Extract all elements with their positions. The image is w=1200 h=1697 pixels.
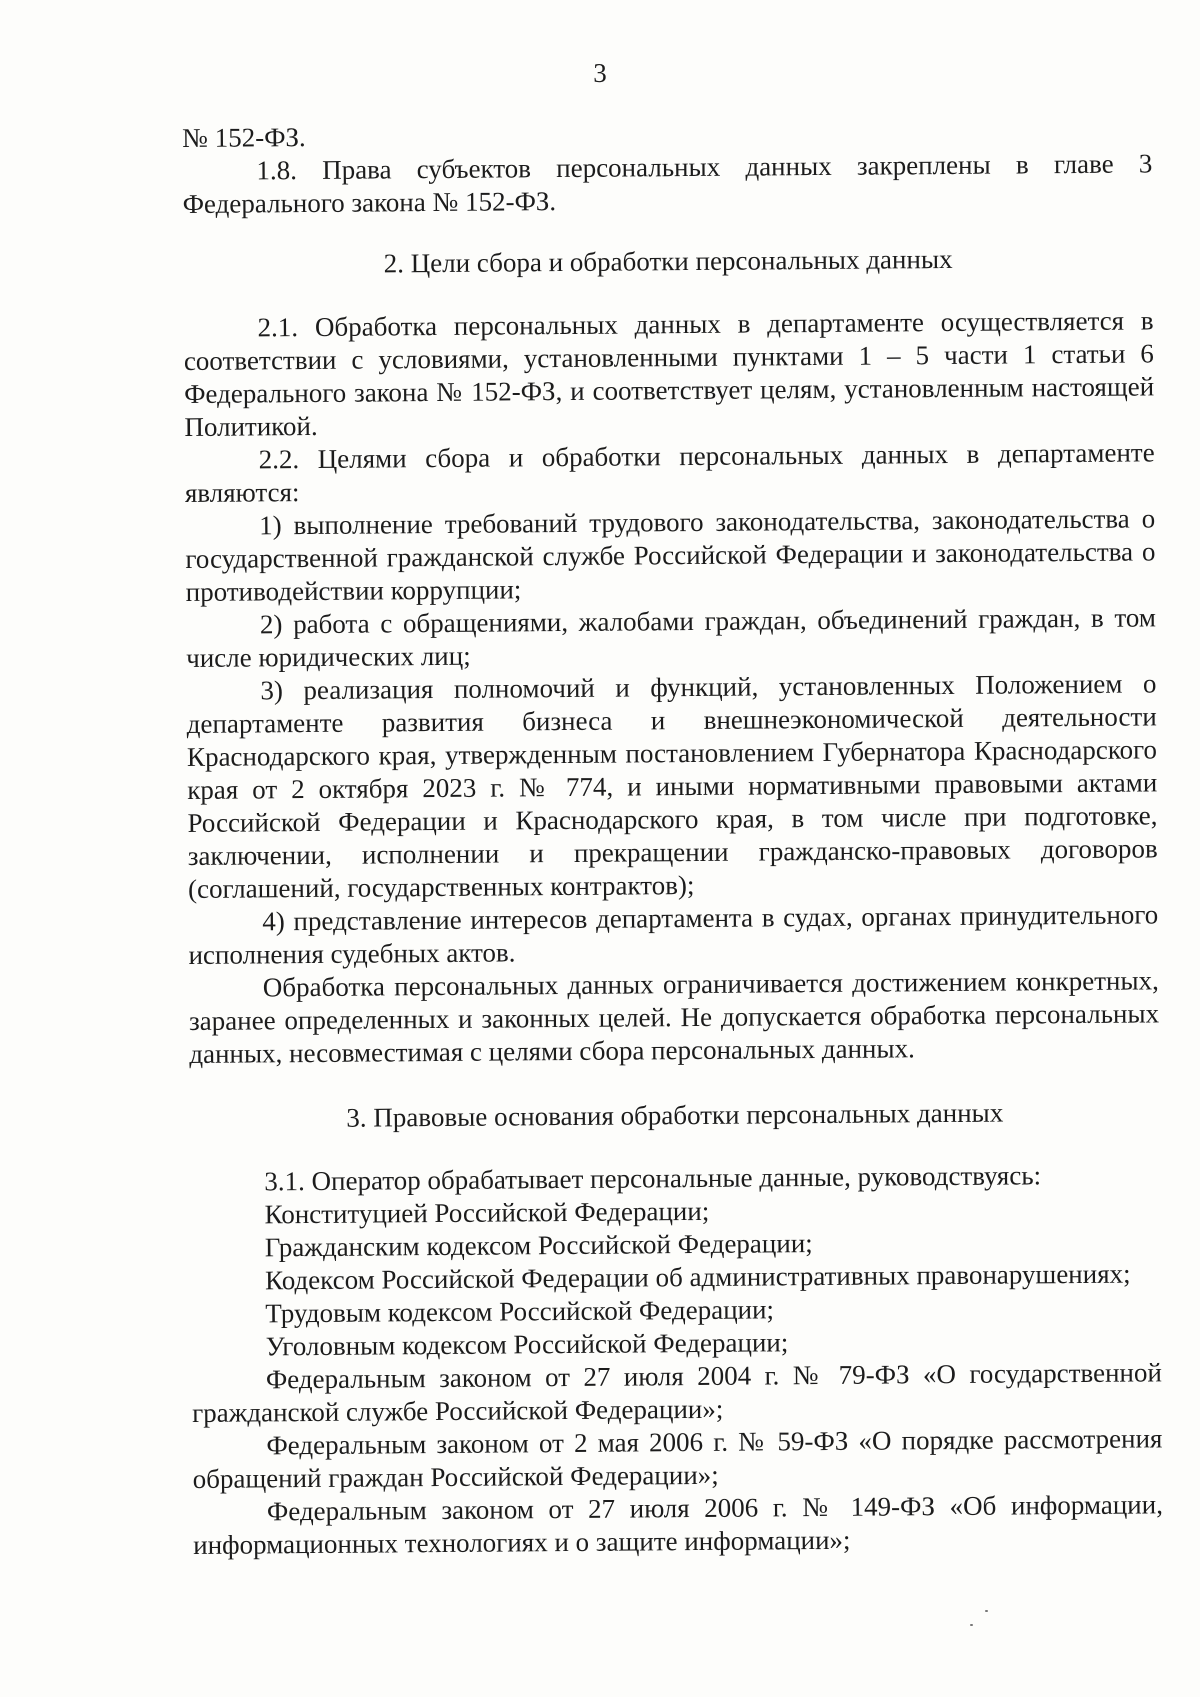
document-body xyxy=(182,114,1163,1562)
list-item-2: 2) работа с обращениями, жалобами граждан, объединений граждан, в том числе юридических лиц; xyxy=(186,602,1157,673)
legal-basis-item: Федеральным законом от 27 июля 2004 г. № 79-ФЗ «О государственной гражданской службе Российской Федерации»; xyxy=(192,1357,1162,1428)
scan-speck xyxy=(985,1610,988,1612)
section-heading-2: 2. Цели сбора и обработки персональных данных xyxy=(383,243,953,279)
paragraph-2-1: 2.1. Обработка персональных данных в департаменте осуществляется в соответствии с условиями, установленными пунктами 1 – 5 части 1 статьи 6 Федерального закона № 152-ФЗ, и соответствует целям, установленным настоящей Политикой. xyxy=(183,305,1155,442)
paragraph-2-2: 2.2. Целями сбора и обработки персональных данных в департаменте являются: xyxy=(184,437,1155,508)
paragraph-1-8: 1.8. Права субъектов персональных данных закреплены в главе 3 Федерального закона № 152-ФЗ. xyxy=(182,148,1153,219)
list-item-1: 1) выполнение требований трудового законодательства, законодательства о государственной гражданской службе Российской Федерации и законодательства о противодействии коррупции; xyxy=(185,503,1156,607)
list-item-4: 4) представление интересов департамента в судах, органах принудительного исполнения судебных актов. xyxy=(188,899,1159,970)
legal-basis-item: Конституцией Российской Федерации; xyxy=(264,1195,710,1230)
legal-basis-item: Федеральным законом от 27 июля 2006 г. № 149-ФЗ «Об информации, информационных технологиях и о защите информации»; xyxy=(193,1489,1164,1560)
section-heading-3: 3. Правовые основания обработки персональных данных xyxy=(346,1097,1004,1133)
paragraph-3-1: 3.1. Оператор обрабатывает персональные данные, руководствуясь: xyxy=(264,1160,1042,1197)
legal-basis-item: Гражданским кодексом Российской Федерации; xyxy=(264,1228,813,1263)
page-number: 3 xyxy=(593,58,607,88)
legal-basis-item: Трудовым кодексом Российской Федерации; xyxy=(265,1294,775,1329)
list-item-3: 3) реализация полномочий и функций, установленных Положением о департаменте развития бизнеса и внешнеэкономической деятельности Краснодарского края, утвержденным постановлением Губернатора Краснодарского края от 2 октября 2023 г. № 774, и иными нормативными правовыми актами Российской Федерации и Краснодарского края, в том числе при подготовке, заключении, исполнении и прекращении гражданско-правовых договоров (соглашений, государственных контрактов); xyxy=(186,668,1158,904)
paragraph-limitation: Обработка персональных данных ограничивается достижением конкретных, заранее определенных и законных целей. Не допускается обработка персональных данных, несовместимая с целями сбора персональных данных. xyxy=(188,965,1160,1069)
legal-basis-item: Кодексом Российской Федерации об административных правонарушениях; xyxy=(264,1258,1131,1296)
paragraph-continuation: № 152-ФЗ. xyxy=(182,122,306,153)
legal-basis-item: Федеральным законом от 2 мая 2006 г. № 59-ФЗ «О порядке рассмотрения обращений граждан Российской Федерации»; xyxy=(192,1423,1163,1494)
legal-basis-item: Уголовным кодексом Российской Федерации; xyxy=(265,1327,789,1362)
scan-speck xyxy=(970,1624,973,1626)
